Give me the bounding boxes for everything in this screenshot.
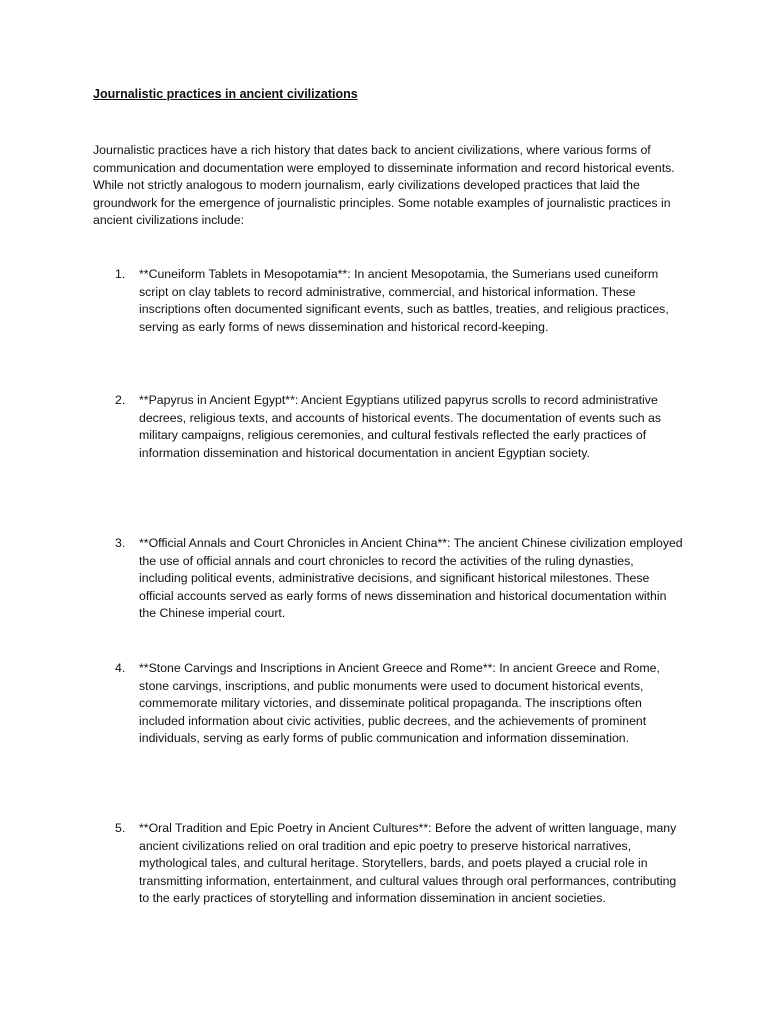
list-item-text: **Oral Tradition and Epic Poetry in Ancient Cultures**: Before the advent of written language, many ancient civilizations relied on oral tradition and epic poetry to preserve historical narratives, mythological tales, and cultural heritage. Storytellers, bards, and poets played a crucial role in transmitting information, entertainment, and cultural values through oral performances, contributing to the early practices of storytelling and information dissemination in ancient societies.: [139, 821, 677, 906]
document-title: Journalistic practices in ancient civilizations: [93, 87, 358, 101]
list-item-number: 5.: [115, 821, 126, 835]
list-item-number: 4.: [115, 661, 126, 675]
list-item-number: 1.: [115, 267, 126, 281]
intro-paragraph: Journalistic practices have a rich history that dates back to ancient civilizations, where various forms of communication and documentation were employed to disseminate information and record historical events. While not strictly analogous to modern journalism, early civilizations developed practices that laid the groundwork for the emergence of journalistic principles. Some notable examples of journalistic practices in ancient civilizations include:: [93, 143, 675, 228]
list-item: [93, 392, 683, 462]
list-item: [93, 535, 683, 623]
list-item-number: 3.: [115, 536, 126, 550]
list-item: [93, 820, 683, 908]
list-item: [93, 660, 683, 748]
list-item-text: **Official Annals and Court Chronicles in Ancient China**: The ancient Chinese civilization employed the use of official annals and court chronicles to record the activities of the ruling dynasties, including political events, administrative decisions, and significant historical milestones. These official accounts served as early forms of news dissemination and historical documentation within the Chinese imperial court.: [139, 536, 683, 621]
list-item-text: **Papyrus in Ancient Egypt**: Ancient Egyptians utilized papyrus scrolls to record administrative decrees, religious texts, and accounts of historical events. The documentation of events such as military campaigns, religious ceremonies, and cultural festivals reflected the early practices of information dissemination and historical documentation in ancient Egyptian society.: [139, 393, 661, 460]
list-item-text: **Stone Carvings and Inscriptions in Ancient Greece and Rome**: In ancient Greece and Rome, stone carvings, inscriptions, and public monuments were used to document historical events, commemorate military victories, and disseminate political propaganda. The inscriptions often included information about civic activities, public decrees, and the achievements of prominent individuals, serving as early forms of public communication and information dissemination.: [139, 661, 660, 746]
list-item-number: 2.: [115, 393, 126, 407]
list-item: [93, 266, 683, 336]
list-item-text: **Cuneiform Tablets in Mesopotamia**: In ancient Mesopotamia, the Sumerians used cuneiform script on clay tablets to record administrative, commercial, and historical information. These inscriptions often documented significant events, such as battles, treaties, and religious practices, serving as early forms of news dissemination and historical record-keeping.: [139, 267, 669, 334]
